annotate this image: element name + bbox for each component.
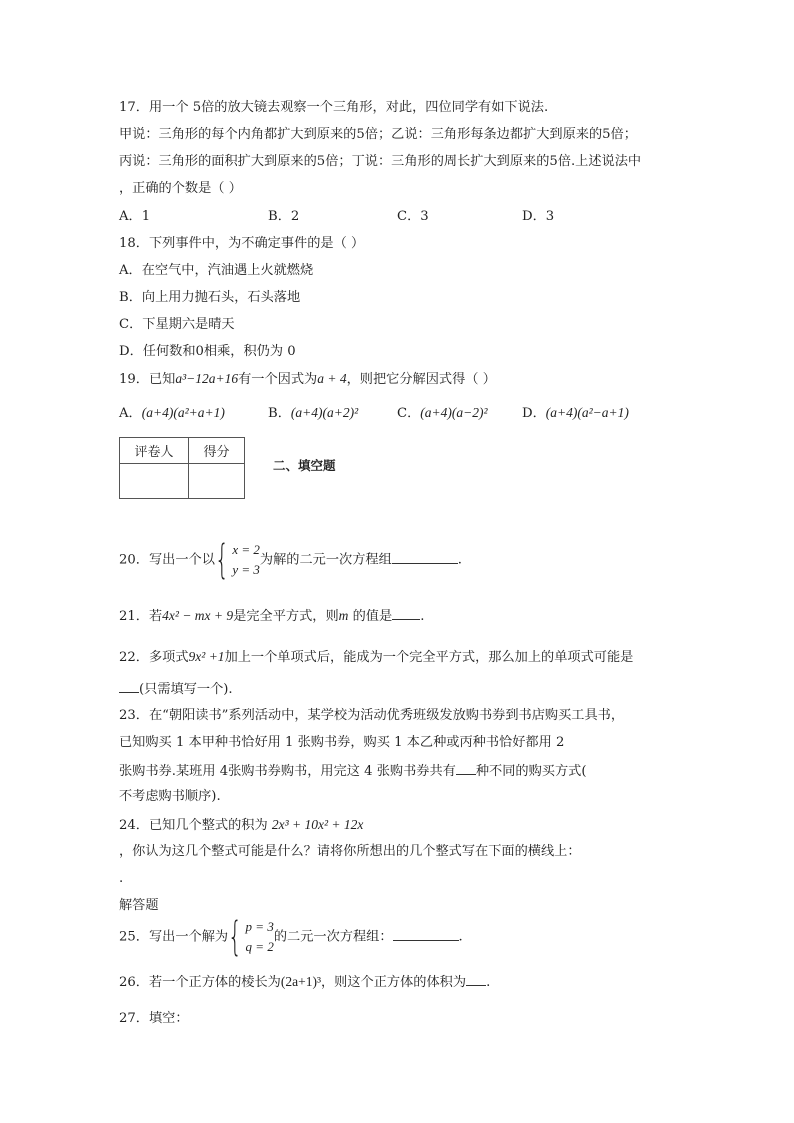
left-brace-icon: { — [228, 913, 243, 960]
q25-end: . — [458, 929, 463, 945]
q23-line4: 不考虑购书顺序). — [119, 789, 221, 804]
q19-option-b-label: B． — [268, 406, 291, 421]
q22-line2 — [119, 679, 233, 699]
q21-pre: 21．若 — [119, 609, 163, 624]
q25 — [119, 913, 463, 960]
q19-option-d-expr: (a+4)(a²−a+1) — [545, 405, 629, 420]
q22-pre: 22．多项式 — [119, 650, 189, 665]
q19-option-d-label: D． — [522, 406, 546, 421]
q18-stem: 18．下列事件中，为不确定事件的是（ ） — [119, 236, 365, 251]
q19-option-a-label: A． — [119, 406, 142, 421]
q20-end: . — [457, 552, 462, 568]
q18-option-b: B．向上用力抛石头，石头落地 — [119, 290, 301, 305]
q19-option-b — [268, 404, 358, 423]
q23-line1: 23．在“朝阳读书”系列活动中，某学校为活动优秀班级发放购书券到书店购买工具书， — [119, 708, 625, 723]
q19-option-c-expr: (a+4)(a−2)² — [420, 405, 488, 420]
q19-option-c — [397, 404, 488, 423]
section2-title: 二、填空题 — [273, 458, 336, 473]
q20-post: 为解的二元一次方程组 — [259, 552, 392, 568]
q23-line3-pre: 张购书券.某班用 4张购书券购书，用完这 4 张购书券共有 — [119, 764, 456, 779]
q25-eq2: q = 2 — [245, 938, 274, 954]
q19-option-c-label: C． — [397, 406, 421, 421]
q26-end: . — [486, 975, 491, 990]
q21 — [119, 606, 424, 626]
q19-option-d — [522, 404, 629, 423]
grader-cell[interactable] — [120, 464, 189, 499]
q21-expr: 4x² − mx + 9 — [162, 608, 234, 623]
q23-line3-post: 种不同的购买方式( — [475, 764, 587, 779]
q22-answer-blank[interactable] — [119, 679, 139, 693]
score-header: 得分 — [189, 438, 245, 464]
q20-eq2: y = 3 — [232, 561, 260, 577]
q18-option-a: A．在空气中，汽油遇上火就燃烧 — [119, 263, 314, 278]
q22-line2-text: (只需填写一个). — [139, 682, 233, 697]
q26-answer-blank[interactable] — [466, 972, 486, 986]
q20 — [119, 536, 462, 583]
q24-line2: ，你认为这几个整式可能是什么？请将你所想出的几个整式写在下面的横线上： — [119, 844, 581, 859]
q21-end: . — [420, 609, 425, 624]
q19-stem-factor: a + 4 — [317, 371, 347, 386]
q19-stem-post: ，则把它分解因式得（ ） — [346, 372, 496, 387]
q26 — [119, 972, 490, 992]
grade-table — [119, 437, 245, 499]
q19-option-a-expr: (a+4)(a²+a+1) — [141, 405, 225, 420]
q24-pre: 24．已知几个整式的积为 — [119, 818, 272, 833]
q21-var: m — [338, 608, 349, 623]
q17-line1: 17．用一个 5倍的放大镜去观察一个三角形，对此，四位同学有如下说法. — [119, 100, 549, 115]
q21-post: 的值是 — [348, 609, 393, 624]
q24-expr: 2x³ + 10x² + 12x — [271, 817, 364, 832]
grader-header: 评卷人 — [120, 438, 189, 464]
q19-option-a — [119, 404, 225, 423]
q25-pre: 25．写出一个解为 — [119, 929, 229, 945]
q25-system — [228, 913, 274, 960]
section3-title: 解答题 — [119, 898, 159, 913]
q20-answer-blank[interactable] — [392, 550, 458, 564]
q26-pre: 26．若一个正方体的棱长为 — [119, 975, 281, 990]
q26-expr: (2a+1)³ — [280, 974, 321, 989]
q25-post: 的二元一次方程组： — [273, 929, 393, 945]
q24-line1 — [119, 816, 363, 835]
q19-stem-expr: a³−12a+16 — [175, 371, 239, 386]
q25-answer-blank[interactable] — [393, 927, 459, 941]
q22-post: 加上一个单项式后，能成为一个完全平方式，那么加上的单项式可能是 — [224, 650, 634, 665]
q20-eq1: x = 2 — [232, 541, 260, 557]
q17-option-c: C．3 — [397, 209, 429, 224]
q19-stem — [119, 370, 496, 389]
q17-line4: ，正确的个数是（ ） — [119, 181, 242, 196]
left-brace-icon: { — [214, 536, 229, 583]
q19-stem-mid: 有一个因式为 — [238, 372, 318, 387]
q18-option-d: D．任何数和0相乘，积仍为 0 — [119, 344, 296, 359]
q17-option-d: D．3 — [522, 209, 555, 224]
q17-option-a: A．1 — [119, 209, 151, 224]
q23-line2: 已知购买 1 本甲种书恰好用 1 张购书券，购买 1 本乙种或丙种书恰好都用 2 — [119, 735, 565, 750]
q17-option-b: B．2 — [268, 209, 300, 224]
score-cell[interactable] — [189, 464, 245, 499]
q22 — [119, 648, 633, 667]
q23-line3 — [119, 761, 587, 781]
q17-line2: 甲说：三角形的每个内角都扩大到原来的5倍；乙说：三角形每条边都扩大到原来的5倍； — [119, 127, 637, 142]
q20-system — [214, 536, 260, 583]
q18-option-c: C．下星期六是晴天 — [119, 317, 235, 332]
q19-stem-pre: 19．已知 — [119, 372, 176, 387]
q21-answer-blank[interactable] — [392, 606, 420, 620]
q23-answer-blank[interactable] — [456, 761, 476, 775]
q24-line3: . — [119, 871, 124, 886]
q21-mid: 是完全平方式，则 — [233, 609, 339, 624]
q22-expr: 9x² +1 — [188, 649, 225, 664]
q25-eq1: p = 3 — [245, 918, 274, 934]
q20-pre: 20．写出一个以 — [119, 552, 215, 568]
q17-line3: 丙说：三角形的面积扩大到原来的5倍；丁说：三角形的周长扩大到原来的5倍.上述说法中 — [119, 154, 642, 169]
q27-stem: 27．填空： — [119, 1011, 189, 1026]
q19-option-b-expr: (a+4)(a+2)² — [290, 405, 359, 420]
q26-post: ，则这个正方体的体积为 — [321, 975, 467, 990]
